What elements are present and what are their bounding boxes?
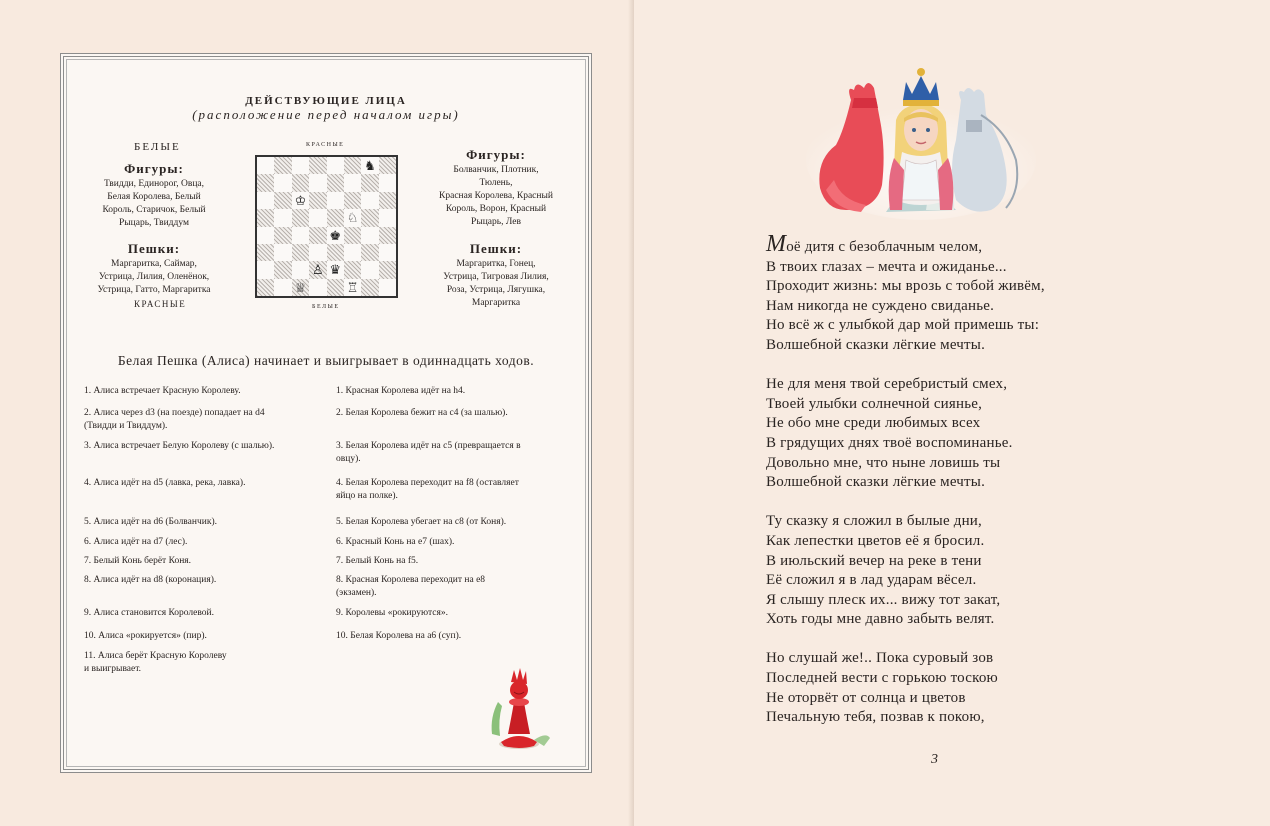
poem-line: Моё дитя с безоблачным челом,	[766, 231, 983, 257]
list-line: Устрица, Гатто, Маргаритка	[97, 285, 211, 295]
board-square	[309, 261, 326, 278]
move-line: 7. Белый Конь на f5.	[336, 556, 419, 566]
red-figures-list	[416, 164, 576, 229]
board-square	[344, 157, 361, 174]
poem-line: Хоть годы мне давно забыть велят.	[766, 611, 995, 628]
move-item	[336, 385, 564, 398]
board-square	[257, 209, 274, 226]
move-line: 10. Алиса «рокируется» (пир).	[84, 631, 207, 641]
move-line: 3. Белая Королева идёт на c5 (превращается в	[336, 441, 521, 451]
poem-line: Последней вести с горькою тоскою	[766, 670, 998, 687]
list-line: Король, Старичок, Белый	[102, 205, 206, 215]
list-line: Роза, Устрица, Лягушка,	[446, 285, 546, 295]
board-square	[292, 261, 309, 278]
board-square	[274, 209, 291, 226]
board-square	[274, 192, 291, 209]
board-square	[379, 261, 396, 278]
board-square	[257, 192, 274, 209]
poem-line: Нам никогда не суждено свиданье.	[766, 297, 995, 314]
move-line: овцу).	[336, 454, 361, 464]
move-item	[84, 574, 312, 587]
board-top-label: КРАСНЫЕ	[306, 142, 345, 148]
move-item	[336, 630, 564, 643]
board-square	[274, 227, 291, 244]
move-line: 5. Алиса идёт на d6 (Болванчик).	[84, 517, 217, 527]
red-pawns-list	[416, 258, 576, 310]
move-line: 9. Королевы «рокируются».	[336, 608, 448, 618]
chess-piece-icon: ♕	[294, 279, 307, 295]
chess-board	[255, 155, 398, 298]
move-line: и выигрывает.	[84, 664, 142, 674]
page-number: 3	[931, 752, 938, 767]
list-line: Рыцарь, Лев	[471, 217, 521, 227]
move-line: 8. Алиса идёт на d8 (коронация).	[84, 575, 217, 585]
board-square	[257, 227, 274, 244]
list-line: Рыцарь, Твиддум	[118, 218, 189, 228]
board-square	[344, 192, 361, 209]
board-square	[327, 227, 344, 244]
move-line: 1. Красная Королева идёт на h4.	[336, 386, 466, 396]
poem-line: Не обо мне среди любимых всех	[766, 415, 981, 432]
board-square	[309, 192, 326, 209]
board-square	[292, 279, 309, 296]
board-square	[292, 174, 309, 191]
chess-piece-icon: ♔	[294, 192, 307, 208]
board-square	[379, 279, 396, 296]
board-square	[344, 261, 361, 278]
board-square	[344, 227, 361, 244]
move-item	[336, 440, 564, 466]
move-line: 5. Белая Королева убегает на c8 (от Коня).	[336, 517, 507, 527]
board-square	[327, 209, 344, 226]
white-figures-title: Фигуры:	[124, 161, 184, 176]
poem	[766, 231, 1045, 728]
drop-cap: М	[766, 231, 787, 257]
poem-line: В грядущих днях твоё воспоминанье.	[766, 434, 1013, 451]
characters-frame	[60, 53, 592, 773]
red-side-label-left: КРАСНЫЕ	[134, 299, 187, 309]
board-square	[274, 174, 291, 191]
board-square	[379, 244, 396, 261]
board-square	[344, 174, 361, 191]
board-square	[327, 192, 344, 209]
move-item	[84, 607, 312, 620]
poem-line: Но слушай же!.. Пока суровый зов	[766, 650, 994, 667]
board-square	[257, 157, 274, 174]
page-subtitle: (расположение перед началом игры)	[192, 107, 460, 122]
move-line: 11. Алиса берёт Красную Королеву	[84, 651, 227, 661]
move-item	[84, 536, 312, 549]
move-item	[336, 555, 564, 568]
chess-piece-icon: ♚	[329, 227, 342, 243]
board-square	[344, 279, 361, 296]
chess-piece-icon: ♞	[364, 158, 376, 174]
list-line: Красная Королева, Красный	[439, 191, 553, 201]
board-square	[309, 279, 326, 296]
board-square	[361, 192, 378, 209]
list-line: Устрица, Лилия, Оленёнок,	[98, 272, 210, 282]
board-square	[292, 244, 309, 261]
move-line: 4. Белая Королева переходит на f8 (оставляет	[336, 478, 519, 488]
board-square	[361, 209, 378, 226]
move-item	[336, 516, 564, 529]
list-line: Тюлень,	[479, 178, 513, 188]
move-line: 2. Алиса через d3 (на поезде) попадает на d4	[84, 408, 265, 418]
move-item	[336, 477, 564, 503]
board-square	[292, 157, 309, 174]
board-square	[257, 279, 274, 296]
move-line: (Твидди и Твиддум).	[84, 421, 168, 431]
board-square	[309, 174, 326, 191]
board-square	[344, 244, 361, 261]
move-line: 1. Алиса встречает Красную Королеву.	[84, 386, 241, 396]
moves-headline: Белая Пешка (Алиса) начинает и выигрывает в одиннадцать ходов.	[117, 353, 535, 368]
poem-line: Не для меня твой серебристый смех,	[766, 376, 1008, 393]
red-figures-title: Фигуры:	[466, 147, 526, 162]
move-item	[336, 607, 564, 620]
move-line: 6. Алиса идёт на d7 (лес).	[84, 537, 188, 547]
move-item	[336, 536, 564, 549]
list-line: Маргаритка	[471, 298, 521, 308]
list-line: Король, Ворон, Красный	[445, 204, 547, 214]
move-line: 9. Алиса становится Королевой.	[84, 608, 215, 618]
board-square	[274, 279, 291, 296]
red-pawns-title: Пешки:	[469, 241, 523, 256]
board-square	[379, 157, 396, 174]
board-square	[379, 174, 396, 191]
move-item	[84, 407, 312, 433]
list-line: Маргаритка, Саймар,	[111, 259, 197, 269]
poem-line: Проходит жизнь: мы врозь с тобой живём,	[766, 278, 1045, 295]
move-line: (экзамен).	[336, 588, 377, 598]
board-square	[361, 227, 378, 244]
move-item	[336, 407, 564, 420]
list-line: Устрица, Тигровая Лилия,	[443, 272, 549, 282]
poem-line: В твоих глазах – мечта и ожиданье...	[766, 258, 1007, 275]
white-pawns-title: Пешки:	[127, 241, 181, 256]
move-item	[84, 385, 312, 398]
move-line: 7. Белый Конь берёт Коня.	[84, 556, 192, 566]
move-item	[84, 650, 312, 676]
poem-line: Волшебной сказки лёгкие мечты.	[766, 336, 986, 353]
list-line: Маргаритка, Гонец,	[456, 259, 536, 269]
poem-line: Не оторвёт от солнца и цветов	[766, 689, 966, 706]
poem-line: Печальную тебя, позвав к покою,	[766, 709, 985, 726]
board-square	[257, 244, 274, 261]
board-square	[292, 209, 309, 226]
red-pawn-illustration	[484, 662, 554, 757]
board-square	[292, 227, 309, 244]
poem-line: Но всё ж с улыбкой дар мой примешь ты:	[766, 317, 1040, 334]
board-square	[327, 174, 344, 191]
board-square	[309, 227, 326, 244]
board-square	[309, 157, 326, 174]
poem-line: Её сложил я в лад ударам вёсел.	[766, 572, 977, 589]
move-line: 8. Красная Королева переходит на e8	[336, 575, 486, 585]
left-page	[0, 0, 634, 826]
list-line: Белая Королева, Белый	[107, 192, 201, 202]
move-line: яйцо на полке).	[336, 491, 398, 501]
board-square	[327, 244, 344, 261]
move-item	[84, 440, 312, 453]
move-item	[84, 477, 312, 490]
board-square	[292, 192, 309, 209]
move-line: 10. Белая Королева на a6 (суп).	[336, 631, 462, 641]
chess-piece-icon: ♖	[346, 279, 359, 295]
board-square	[257, 174, 274, 191]
move-line: 3. Алиса встречает Белую Королеву (с шалью).	[84, 441, 275, 451]
board-square	[274, 244, 291, 261]
list-line: Твидди, Единорог, Овца,	[103, 179, 205, 189]
poem-line: Волшебной сказки лёгкие мечты.	[766, 474, 986, 491]
board-square	[379, 227, 396, 244]
list-line: Болванчик, Плотник,	[453, 165, 539, 175]
poem-line: В июльский вечер на реке в тени	[766, 552, 982, 569]
board-square	[274, 261, 291, 278]
board-square	[274, 157, 291, 174]
chess-piece-icon: ♛	[329, 262, 342, 278]
board-bottom-label: БЕЛЫЕ	[312, 304, 340, 310]
alice-queens-illustration	[806, 60, 1036, 225]
page-title: ДЕЙСТВУЮЩИЕ ЛИЦА	[245, 95, 407, 107]
move-item	[84, 555, 312, 568]
board-square	[361, 174, 378, 191]
poem-line: Ту сказку я сложил в былые дни,	[766, 513, 982, 530]
move-line: 4. Алиса идёт на d5 (лавка, река, лавка).	[84, 478, 246, 488]
chess-piece-icon: ♘	[346, 210, 359, 226]
move-line: 6. Красный Конь на e7 (шах).	[336, 537, 455, 547]
poem-line: Как лепестки цветов её я бросил.	[766, 532, 985, 549]
board-square	[309, 244, 326, 261]
move-line: 2. Белая Королева бежит на c4 (за шалью).	[336, 408, 508, 418]
board-square	[327, 157, 344, 174]
white-figures-list	[79, 178, 229, 230]
board-square	[344, 209, 361, 226]
white-pawns-list	[74, 258, 234, 297]
move-item	[84, 630, 312, 643]
board-square	[327, 261, 344, 278]
poem-line: Я слышу плеск их... вижу тот закат,	[766, 591, 1001, 608]
poem-line: Довольно мне, что ныне ловишь ты	[766, 454, 1001, 471]
move-item	[84, 516, 312, 529]
board-square	[327, 279, 344, 296]
board-square	[361, 261, 378, 278]
board-square	[379, 209, 396, 226]
white-side-label: БЕЛЫЕ	[134, 141, 181, 153]
board-square	[361, 279, 378, 296]
board-square	[257, 261, 274, 278]
board-square	[379, 192, 396, 209]
board-square	[361, 244, 378, 261]
poem-line: Твоей улыбки солнечной сиянье,	[766, 395, 983, 412]
board-square	[309, 209, 326, 226]
move-item	[336, 574, 564, 600]
chess-piece-icon: ♙	[311, 262, 324, 278]
board-square	[361, 157, 378, 174]
